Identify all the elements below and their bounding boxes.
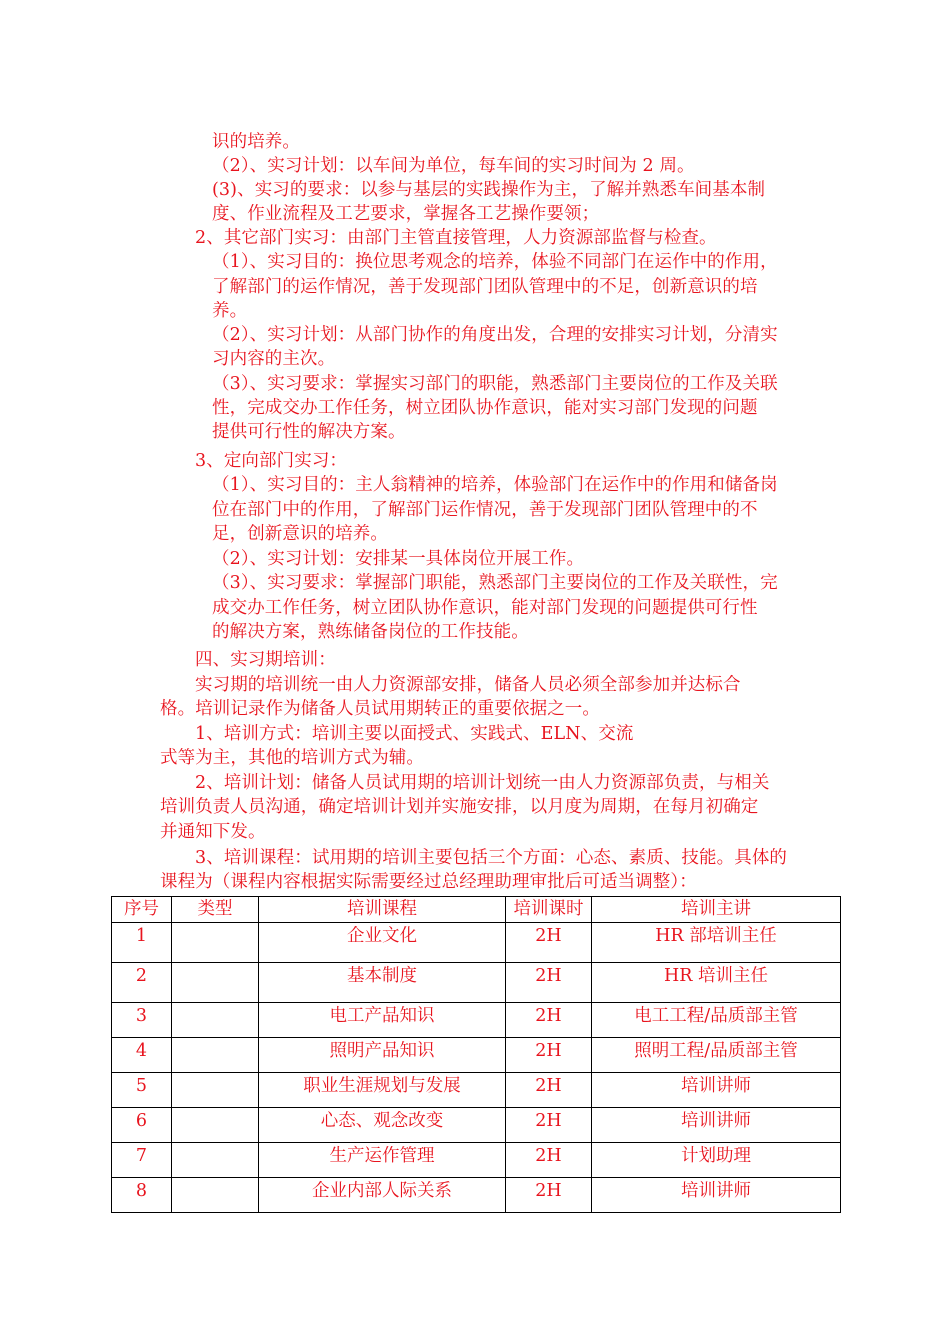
paragraph-line: 位在部门中的作用，了解部门运作情况，善于发现部门团队管理中的不 [212,500,758,520]
paragraph-line: 的解决方案，熟练储备岗位的工作技能。 [212,622,529,642]
table-row [112,1038,841,1073]
cell-hours: 2H [506,923,592,963]
paragraph-line: 1、培训方式：培训主要以面授式、实践式、ELN、交流 [195,724,634,744]
cell-number: 7 [112,1143,172,1178]
cell-type [172,1073,259,1108]
cell-hours: 2H [506,1003,592,1038]
paragraph-line: 识的培养。 [212,132,300,152]
paragraph-line: 实习期的培训统一由人力资源部安排，储备人员必须全部参加并达标合 [195,675,741,695]
cell-type [172,1038,259,1073]
cell-type [172,1143,259,1178]
cell-course: 基本制度 [259,963,506,1003]
cell-course: 电工产品知识 [259,1003,506,1038]
table-row [112,963,841,1003]
section-heading: 3、定向部门实习： [195,451,348,471]
cell-course: 企业文化 [259,923,506,963]
cell-lecturer: 培训讲师 [592,1073,841,1108]
cell-hours: 2H [506,1073,592,1108]
cell-lecturer: 计划助理 [592,1143,841,1178]
cell-number: 8 [112,1178,172,1213]
paragraph-line: （2）、实习计划：从部门协作的角度出发，合理的安排实习计划，分清实 [212,325,778,345]
paragraph-line: （2）、实习计划：安排某一具体岗位开展工作。 [212,549,585,569]
header-number: 序号 [112,897,172,923]
cell-course: 生产运作管理 [259,1143,506,1178]
cell-hours: 2H [506,1143,592,1178]
cell-type [172,1178,259,1213]
table-row [112,923,841,963]
paragraph-line: 了解部门的运作情况，善于发现部门团队管理中的不足，创新意识的培 [212,277,758,297]
paragraph-line: 性，完成交办工作任务，树立团队协作意识，能对实习部门发现的问题 [212,398,758,418]
paragraph-line: 提供可行性的解决方案。 [212,422,406,442]
paragraph-line: 习内容的主次。 [212,349,336,369]
section-heading: 2、其它部门实习：由部门主管直接管理，人力资源部监督与检查。 [195,228,717,248]
table-row [112,1073,841,1108]
cell-hours: 2H [506,963,592,1003]
paragraph-line: 成交办工作任务，树立团队协作意识，能对部门发现的问题提供可行性 [212,598,758,618]
paragraph-line: 养。 [212,301,248,321]
cell-number: 1 [112,923,172,963]
paragraph-line: 并通知下发。 [160,822,266,842]
cell-lecturer: 照明工程/品质部主管 [592,1038,841,1073]
cell-hours: 2H [506,1178,592,1213]
paragraph-line: （3）、实习要求：掌握部门职能，熟悉部门主要岗位的工作及关联性，完 [212,573,778,593]
cell-number: 2 [112,963,172,1003]
table-row [112,1178,841,1213]
table-row [112,1143,841,1178]
cell-lecturer: HR 部培训主任 [592,923,841,963]
paragraph-line: 培训负责人员沟通，确定培训计划并实施安排，以月度为周期，在每月初确定 [160,797,759,817]
paragraph-line: 度、作业流程及工艺要求，掌握各工艺操作要领； [212,204,600,224]
cell-lecturer: 培训讲师 [592,1108,841,1143]
header-lecturer: 培训主讲 [592,897,841,923]
paragraph-line: 格。培训记录作为储备人员试用期转正的重要依据之一。 [160,699,600,719]
paragraph-line: 式等为主，其他的培训方式为辅。 [160,748,424,768]
cell-course: 企业内部人际关系 [259,1178,506,1213]
cell-hours: 2H [506,1108,592,1143]
cell-lecturer: HR 培训主任 [592,963,841,1003]
cell-type [172,1003,259,1038]
cell-type [172,1108,259,1143]
cell-number: 5 [112,1073,172,1108]
paragraph-line: （1）、实习目的：换位思考观念的培养，体验不同部门在运作中的作用， [212,252,778,272]
table-header-row [112,897,841,923]
training-course-table [111,896,841,1213]
paragraph-line: （3）、实习要求：掌握实习部门的职能，熟悉部门主要岗位的工作及关联 [212,374,778,394]
paragraph-line: 足，创新意识的培养。 [212,524,388,544]
cell-course: 职业生涯规划与发展 [259,1073,506,1108]
paragraph-line: 3、培训课程：试用期的培训主要包括三个方面：心态、素质、技能。具体的 [195,848,788,868]
cell-lecturer: 培训讲师 [592,1178,841,1213]
cell-course: 照明产品知识 [259,1038,506,1073]
cell-course: 心态、观念改变 [259,1108,506,1143]
cell-type [172,963,259,1003]
paragraph-line: 课程为（课程内容根据实际需要经过总经理助理审批后可适当调整）： [160,872,697,892]
header-type: 类型 [172,897,259,923]
paragraph-line: （1）、实习目的：主人翁精神的培养，体验部门在运作中的作用和储备岗 [212,475,778,495]
paragraph-line: (3)、实习的要求：以参与基层的实践操作为主，了解并熟悉车间基本制 [212,180,766,200]
paragraph-line: （2）、实习计划：以车间为单位，每车间的实习时间为 2 周。 [212,156,695,176]
cell-number: 6 [112,1108,172,1143]
cell-type [172,923,259,963]
table-row [112,1003,841,1038]
cell-number: 3 [112,1003,172,1038]
cell-lecturer: 电工工程/品质部主管 [592,1003,841,1038]
header-hours: 培训课时 [506,897,592,923]
paragraph-line: 2、培训计划：储备人员试用期的培训计划统一由人力资源部负责，与相关 [195,773,770,793]
cell-hours: 2H [506,1038,592,1073]
section-heading: 四、实习期培训： [195,650,336,670]
table-row [112,1108,841,1143]
cell-number: 4 [112,1038,172,1073]
header-course: 培训课程 [259,897,506,923]
